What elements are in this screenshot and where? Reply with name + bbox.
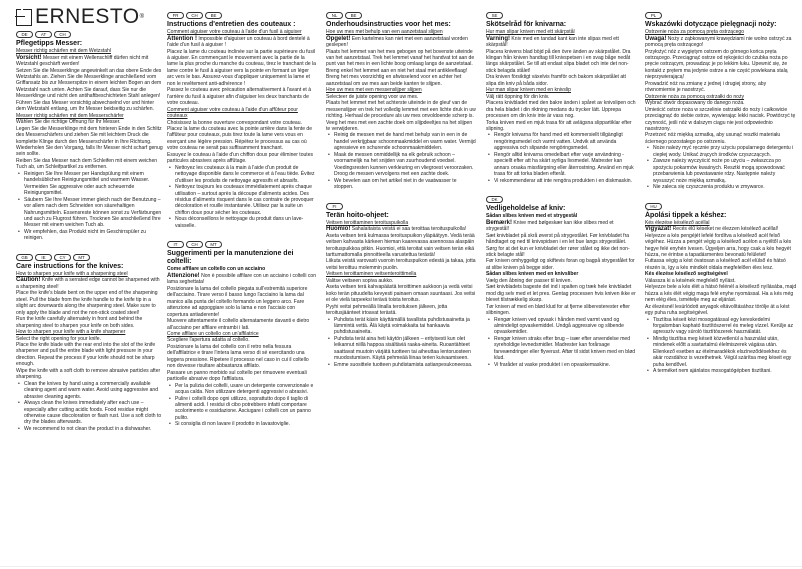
registered-mark: ® — [139, 14, 145, 20]
care-list — [167, 383, 317, 428]
country-badge: DE — [16, 31, 33, 38]
section-title: Ápolási tippek a késhez: — [645, 211, 727, 219]
section-title: Instructions d'entretien des couteaux : — [167, 21, 296, 29]
list-item: • Zawsze należy wyczyścić noże po użyciu – zwłaszcza po spożyciu pokarmów kwaśnych. Resztki mogą spowodować przebarwienia lub powstawanie rdzy. Następnie należy wysuszyć noże miękką szmatką. — [653, 158, 797, 184]
section-title: Vedligeholdelse af kniv: — [486, 205, 566, 213]
country-badges — [326, 12, 477, 19]
care-list — [326, 317, 477, 369]
paragraph: Select the right opening for your knife. — [16, 335, 102, 342]
warning-label: Caution! — [16, 277, 41, 284]
subheading-sharpener: Ostrzenie noża za pomocą ostrzałki do noży — [645, 93, 745, 100]
care-list — [167, 165, 317, 230]
section-nl — [326, 12, 477, 191]
warning-text: Knife with a serrated edge cannot be sharpened with a sharpening steel! — [16, 277, 160, 290]
list-item: • Puhdista terät käsin käyttämällä tavallista puhdistusainetta ja lämmintä vettä. Älä käytä voimakkaita tai hankaavia puhdistusaineita. — [334, 317, 477, 336]
subheading-steel: Comment aiguiser votre couteau à l'aide d'un fusil à aiguiser — [167, 29, 302, 36]
section-de — [16, 31, 163, 242]
care-list — [486, 132, 637, 184]
list-item: • Mindig tisztítsa meg késeit közvetlenül a használat után, mindenek előtt a savtartalmú élelmiszerek vágása után. Ellenkező esetben az ételmaradékok elszíneződésekhez és akár rozsdához is vezethetnek. Végül szárítsa meg késeit egy puha kendővel. — [653, 336, 797, 368]
subheading-steel: Hur man slipar kniven med ett skärpstål — [486, 29, 575, 36]
paragraph: Setzen Sie die Messerklinge angewinkelt an das obere Ende des Wetzstahls an. Ziehen Sie die Messerklinge anschließend vom Griffansatz bis zur Messerspitze in einem leichten Bogen an dem Wetzstahl nach unten. Achten Sie darauf, dass Sie nur die Messerklinge und nicht den antihaftbeschichteten Stahl anlegen! — [16, 67, 162, 100]
country-badges — [167, 241, 317, 248]
section-title: Terän hoito-ohjeet: — [326, 211, 389, 219]
paragraph: Breng het mes voorzichtig en afwisselend voor en achter het aanzetstaal om uw mes aan beide kanten te slijpen. — [326, 74, 462, 87]
column-1 — [16, 0, 163, 432]
warning-paragraph — [645, 36, 797, 49]
paragraph: Aseta veitsen terä kulmassa teroituspuikon yläpäätyyn. Vedä terää veitsen kahvasta kärkeen hieman kaarevassa asennossa alaspäin teroituspuikkoa pitkin. Huomioi, että teroitat vain veitsen terän eikä tarttumattomalla pinnoitteella varustettua terästä! — [326, 232, 475, 258]
country-badge: CH — [186, 241, 203, 248]
section-title: Skötselråd för knivarna: — [486, 21, 567, 29]
list-item: • Vi fraråder at vaske produktet i en opvaskemaskine. — [494, 362, 637, 368]
subheading-sharpener: Come affilare un coltello con un'affilatrice — [167, 330, 259, 337]
paragraph: Valitse veitseen sopiva aukko. — [326, 277, 394, 284]
section-se — [486, 12, 637, 184]
subheading-sharpener: Comment aiguiser votre couteau à l'aide d'un affûteur pour couteaux — [167, 106, 298, 120]
country-badge: HU — [645, 203, 662, 210]
paragraph: Futtassa végig a kést óvatosan a késélező acél elülső és hátsó részén is, így a kés mindkét oldala megfelelően éles lesz. — [645, 258, 786, 271]
paragraph: Vælg den åbning der passer til kniven. — [486, 277, 572, 284]
section-fi — [326, 203, 477, 369]
list-item: • Rengör knivarna för hand med ett kommersiellt tillgängligt rengöringsmedel och varmt vatten. Undvik att använda aggressiva och slipande rengöringsmedel. — [494, 132, 637, 151]
warning-paragraph — [645, 226, 797, 232]
list-item: • Clean the knives by hand using a commercially available cleaning agent and warm water. Avoid using aggressive and abrasive cleaning agents. — [24, 381, 163, 400]
care-list — [326, 132, 477, 190]
list-item: • Reinig de messen met de hand met behulp van in een in de handel verkrijgbaar schoonmaakmiddel en warm water. Vermijd agressieve en schurende schoonmaakmiddelen. — [334, 132, 477, 151]
list-item: • Nie zaleca się czyszczenia produktu w zmywarce. — [653, 184, 797, 190]
page-bottom-edge — [0, 566, 802, 567]
country-badges — [486, 12, 637, 19]
paragraph: Dra kniven försiktigt växelvis framför och bakom skärpstålet att slipa din kniv på båda sidor. — [486, 74, 626, 87]
country-badge: MT — [73, 254, 90, 261]
paragraph: Choisissez la bonne ouverture correspondant votre couteau. — [167, 119, 302, 126]
warning-label: Attention ! — [167, 35, 197, 42]
section-title: Wskazówki dotyczące pielęgnacji noży: — [645, 21, 777, 29]
country-badges — [16, 254, 163, 261]
paragraph: Sæt knivbladets bageste del ind i spalten og træk hele knivbladet mod dig selv med et let pres. Gentag processen hvis kniven ikke er blevet tilstrækkelig skarp. — [486, 284, 636, 304]
list-item: • We bevelen aan om het artikel niet in de vaatwasser te stoppen. — [334, 178, 477, 191]
country-badge: SE — [486, 12, 503, 19]
paragraph: Placez la lame du couteau avec la pointe arrière dans la fente de l'affûteur pour couteaux, puis tirez toute la lame vers vous en exerçant une légère pression. Répétez le processus au cas où votre couteau ne serait pas suffisamment tranchant. — [167, 126, 313, 152]
subheading-sharpener: Messer richtig schärfen mit dem Messerschärfer — [16, 112, 124, 119]
warning-label: Varning! — [486, 35, 511, 42]
warning-paragraph — [16, 277, 163, 290]
country-badge: IE — [35, 254, 52, 261]
country-badges — [16, 31, 163, 38]
column-4 — [486, 0, 637, 368]
paragraph: Aseta veitsen terä kahvapäästä teroittimen aukkoon ja vedä veitsi koko terän pituudelta kevyesti painaen omaan suuntaasi. Jos veitsi ei ole vielä tarpeeksi terävä toista teroitus. — [326, 284, 476, 304]
care-list — [486, 317, 637, 369]
paragraph: Place the knife blade with the rear end into the slot of the knife sharpener and pull the entire blade with light pressure in your direction. Repeat the process if your knife should not be sharp enough. — [16, 341, 156, 368]
country-badge: BE — [205, 12, 222, 19]
warning-text: Knive med bølgeskær kan ikke slibes med et strygestål! — [486, 219, 614, 233]
list-item: • Puhdista terät aina heti käytön jälkeen – erityisesti kun olet leikannut niillä happoa sisältäviä raaka-aineita. Ruoantähteet saattavat muutoin värjätä tuotteen tai aiheuttaa lentoruosteen muodostumisen. Käytä pehmeää liinaa terien kuivaamiseen. — [334, 336, 477, 362]
country-badge: GB — [16, 254, 33, 261]
section-it — [167, 241, 317, 428]
country-badge: IT — [167, 241, 184, 248]
paragraph: Torka kniven med en mjuk trasa för att avlägsna slippartiklar efter slipning. — [486, 119, 632, 132]
column-2 — [167, 0, 317, 428]
list-item: • Rengør kniven ved opvask i hånden med varmt vand og almindeligt opvaskemiddel. Undgå aggressive og slibende opvaskemidler. — [494, 317, 637, 336]
subheading-steel: Come affilare un coltello con un acciaino — [167, 266, 266, 273]
paragraph: Placera knivbladet med den bakre änden i spåret av knivslipen och dra hela bladet i din riktning medans du trycker lätt. Upprepa processen om din kniv inte är vass nog. — [486, 100, 636, 120]
paragraph: Válassza ki a késének megfelelő nyílást. — [645, 277, 736, 284]
column-5 — [645, 0, 797, 375]
subheading-steel: How to sharpen your knife with a sharpening steel — [16, 271, 128, 277]
ernesto-logo-icon — [16, 9, 32, 26]
paragraph: Helyezze bele a kés élét a hátsó felénél a késélező nyílásába, majd húzza a kés élét végig maga felé enyhe nyomással. Ha a kés még nem elég éles, ismételje meg az eljárást. — [645, 284, 797, 304]
country-badge: DK — [486, 196, 503, 203]
subheading-steel: Kés élezése késélező acéllal — [645, 219, 710, 226]
country-badges — [167, 12, 317, 19]
subheading-steel: Veitsen teroittaminen teroituspuikolla — [326, 219, 409, 226]
list-item: • Pulire i coltelli dopo ogni utilizzo, soprattutto dopo il taglio di alimenti acidi. I residui di cibo potrebbero infatti comportare scolorimento e ossidazione. Asciugare i coltelli con un panno pulito. — [175, 396, 317, 422]
list-item: • We recommend to not clean the product in a dishwasher. — [24, 426, 163, 432]
country-badges — [645, 203, 797, 210]
subheading-sharpener: Veitsen teroittaminen veitsenteroittimella — [326, 271, 417, 278]
paragraph: Før kniven omhyggeligt og skiftevis foran og bagpå strygestålet for at slibe kniven på begge sider. — [486, 258, 635, 271]
paragraph: Placera knivens blad böjd på den övre änden av skärpstålet. Dra klingan från kniven handtag till knivspetsen i en svag båge nedåt längs skärpstålet. Se till att endast slipa bladet och inte det non-stick belagda stålet! — [486, 48, 631, 74]
paragraph: Przyłożyć nóż z wygiętym ostrzem do górnego końca pręta ostrzącego. Przeciągnąć ostrze od rękojeści do czubka noża po pręcie ostrzącym, prowadząc je po lekkim łuku. Upewnić się, że kontakt z prętem ma jedynie ostrze a nie część powlekana stalą nieprzywierającą! — [645, 48, 788, 81]
list-item: • Säubern Sie Ihre Messer immer gleich nach der Benutzung – vor allem nach dem Schneiden von säurehaltigen Nahrungsmitteln. Essensreste können sonst zu Verfärbungen und auch zu Flugrost führen. Trocknen Sie anschließend Ihre Messer mit einem weichen Tuch ab. — [24, 197, 163, 229]
country-badges — [486, 196, 637, 203]
care-list — [645, 317, 797, 375]
country-badge: CY — [54, 254, 71, 261]
paragraph: Wählen Sie die richtige Öffnung für Ihr Messer. — [16, 119, 121, 126]
warning-text: Een kartelmes kan niet met een aanzetstaal worden geslepen! — [326, 35, 468, 49]
list-item: • Nettoyez les couteaux à la main à l'aide d'un produit de nettoyage disponible dans le commerce et à l'eau tiède. Évitez d'utiliser les produits de nettoyage agressifs et abrasifs. — [175, 165, 317, 184]
warning-label: Huomio! — [326, 226, 351, 233]
country-badges — [645, 12, 797, 19]
paragraph: Selecteer de juiste opening voor uw mes. — [326, 93, 419, 100]
warning-paragraph — [326, 36, 477, 49]
paragraph: Veeg het mes met een zachte doek om slijpdeeltjes na het slijpen te verwijderen. — [326, 119, 473, 132]
paragraph: Passare un panno morbido sul coltello per rimuovere eventuali particelle abrasive dopo l'affilatura. — [167, 369, 307, 383]
paragraph: Reiben Sie das Messer nach dem Schleifen mit einem weichen Tuch ab, um Schleifpartikel zu entfernen. — [16, 157, 158, 171]
list-item: • Vi rekommenderar att inte rengöra produkten i en diskmaskin. — [494, 178, 637, 184]
care-list — [16, 381, 163, 433]
section-pl — [645, 12, 797, 191]
country-badge: AT — [35, 31, 52, 38]
warning-paragraph — [16, 55, 163, 68]
paragraph: Placez la lame du couteau inclinée sur la partie supérieure du fusil à aiguiser. En commençant le mouvement avec la partie de la lame la plus proche du manche du couteau, tirez le tranchant de la lame contre le fusil à aiguiser vers la pointe en formant un léger arc vers le bas. Assurez-vous d'appliquer uniquement la lame et non le revêtement anti-adhérence ! — [167, 48, 316, 87]
subheading-steel: Hoe uw mes met behulp van een aanzetstaal slijpen — [326, 29, 443, 36]
paragraph: Prowadzić nóż na zmianę z jednej i drugiej strony, aby równomiernie je naostrzyć. — [645, 80, 767, 94]
paragraph: Pyyhi veitsi pehmeällä liinalla teroituksen jälkeen, jotta teroitusjäänteet irtoavat terästä. — [326, 303, 448, 317]
paragraph: Plaats het lemmet met het achterste uiteinde in de gleuf van de messenslijper en trek het volledig lemmet met een lichte druk in uw richting. Herhaal de procedure als uw mes onvoldoende scherp is. — [326, 100, 476, 120]
paragraph: Az élezésnél lesúrlódott anyagok eltávolításához törölje át a kést egy puha ruha segítségével. — [645, 303, 790, 317]
paragraph: Umieścić ostrze noża w szczelinie ostrzałki do noży i całkowicie przeciągnąć do siebie ostrze, wywierając lekki nacisk. Powtórzyć tę czynność, jeśli nóż w dalszym ciągu nie jest odpowiednio naostrzony. — [645, 106, 796, 132]
warning-paragraph — [486, 36, 637, 49]
subheading-sharpener: Hoe uw mes met een messenslijper slijpen — [326, 87, 422, 94]
list-item: • Rengør kniven straks efter brug – især efter anvendelse med syreholdige levnedsmidler. Madrester kan forårsage farveændringer eller flyverust. Aftør til sidst kniven med en blød klud. — [494, 336, 637, 362]
paragraph: Wybrać otwór dopasowany do danego noża. — [645, 100, 745, 107]
paragraph: Przetrzeć nóż miękką szmatką, aby usunąć resztki materiału ściernego pozostałego po ostrzeniu. — [645, 132, 781, 145]
list-item: • A terméket nem ajánlatos mosogatógépben tisztítani. — [653, 368, 797, 374]
subheading-steel: Messer richtig schärfen mit dem Wetzstahl — [16, 48, 111, 55]
country-badge: BE — [345, 12, 362, 19]
list-item: • Per la pulizia dei coltelli, usare un detergente convenzionale e acqua calda. Non utilizzare detergenti aggressivi o abrasivi. — [175, 383, 317, 396]
warning-paragraph — [167, 36, 317, 49]
section-en — [16, 254, 163, 433]
subheading-sharpener: Hur man slipar kniven med en knivslip — [486, 87, 571, 94]
list-item: • Noże należy myć ręcznie przy użyciu popularnego detergentu i ciepłej wody. Unikać żrących środków czyszczących. — [653, 145, 797, 158]
list-item: • Wir empfehlen, das Produkt nicht im Geschirrspüler zu reinigen. — [24, 229, 163, 242]
warning-label: Vigyázat! — [645, 226, 672, 233]
care-list — [16, 171, 163, 242]
warning-text: Impossible d'aiguiser un couteau à bord dentelé à l'aide d'un fusil à aiguiser ! — [167, 35, 310, 49]
subheading-sharpener: How to sharpen your knife with a knife sharpener — [16, 329, 126, 336]
warning-text: Sahalaitaista veistä ei saa teroittaa teroituspuikolla! — [350, 226, 467, 233]
list-item: • Emme suosittele tuotteen puhdistamista astianpesukoneessa. — [334, 362, 477, 368]
country-badge: NL — [326, 12, 343, 19]
brand-name: ERNESTO — [35, 5, 140, 28]
warning-text: Non è possibile affilare con un acciaino i coltelli con lama seghettata! — [167, 272, 317, 286]
column-3 — [326, 0, 477, 368]
country-badge: FI — [326, 203, 343, 210]
list-item: • Nettoyez toujours les couteaux immédiatement après chaque utilisation – surtout après la découpe d'aliments acides. Des résidus d'aliments risquent dans le cas contraire de provoquer décoloration et rouille instantanée. Utilisez par la suite un chiffon doux pour sécher les couteaux. — [175, 184, 317, 216]
paragraph: Essuyez le couteau à l'aide d'un chiffon doux pour éliminer toutes particules abrasives après affûtage. — [167, 151, 314, 165]
warning-paragraph — [326, 226, 477, 232]
list-item: • Maak de messen onmiddellijk na elk gebruik schoon – voornamelijk na het snijden van zuurhoudend voedsel. Voedingsresten kunnen verkleuring en vliegroest veroorzaken. Droog de messen vervolgens met een zachte doek. — [334, 152, 477, 178]
paragraph: Plaats het lemmet van het mes gebogen op het bovenste uiteinde van het aanzetstaal. Trek het lemmet vanaf het handvat tot aan de punt van het mes in een lichte boog omlaag langs de aanzetstaal. Breng enkel het lemmet aan en niet het staal met antikleeflaag! — [326, 48, 475, 74]
warning-label: Opgelet! — [326, 35, 351, 42]
warning-text: Kniv med en tandad kant kan inte slipas med ett skärpstål! — [486, 35, 619, 49]
paragraph: Liikuta veistä varovasti vuoroin teroituspuikon edestä ja takaa, jotta veitsi teroittuu molemmin puolin. — [326, 258, 476, 271]
paragraph: Välj rätt öppning för din kniv. — [486, 93, 550, 100]
paragraph: Scegliere l'apertura adatta al coltello. — [167, 337, 250, 344]
section-title: Pflegetipps Messer: — [16, 40, 83, 48]
paragraph: Führen Sie das Messer vorsichtig abwechselnd vor und hinter dem Wetzstahl entlang, um Ihr Messer beidseitig zu schärfen. — [16, 99, 155, 113]
warning-paragraph — [486, 220, 637, 233]
warning-paragraph — [167, 273, 317, 286]
paragraph: Tør kniven af med en blød klud for at fjerne sliberesterester efter slibningen. — [486, 303, 630, 317]
country-badge: FR — [167, 12, 184, 19]
warning-text: Messer mit einem Wellenschliff dürfen nicht mit Wetzstahl geschärft werden! — [16, 54, 149, 68]
country-badge: CH — [54, 31, 71, 38]
paragraph: Wipe the knife with a soft cloth to remove abrasive particles after sharpening. — [16, 367, 161, 381]
brand-logo — [16, 6, 163, 28]
paragraph: Posizionare la lama del coltello con il retro nella fessura dell'affilatrice e tirare l'intera lama verso di sé esercitando una leggera pressione. Ripetere il processo nel caso in cui il coltello non dovesse risultare abbastanza affilato. — [167, 343, 309, 370]
warning-label: Attenzione! — [167, 272, 200, 279]
paragraph: Run the knife carefully alternately in front and behind the sharpening steel to sharpen your knife on both sides. — [16, 316, 143, 329]
paragraph: Posizionare la lama del coltello piegata sull'estremità superiore dell'acciaino. Tirare verso il basso lungo l'acciaino la lama dal manico alla punta del coltello formando un leggero arco. Fare attenzione ad appoggiare solo la lama e non l'acciaio con copertura antiaderente! — [167, 285, 308, 318]
paragraph: Place the knife's blade bent on the upper end of the sharpening steel. Pull the blade from the knife handle to the knife tip in a slight arc downwards along the sharpening steel. Make sure to only apply the blade and not the non-stick coated steel! — [16, 290, 158, 316]
list-item: • Always clean the knives immediately after each use – especially after cutting acidic foods. Food residue might otherwise cause discoloration or flash rust. Use a soft cloth to dry the blades afterwards. — [24, 400, 163, 426]
section-fr — [167, 12, 317, 229]
country-badge: PL — [645, 12, 662, 19]
care-list — [645, 145, 797, 190]
warning-label: Uwaga! — [645, 35, 667, 42]
paragraph: Sæt knivbladet på skrå øverst på strygestålet. Før knivbladet fra håndtaget og ned til knivspidsen i en let bue langs strygestålet. Sørg for at det kun er knivbladet der rører stålet og ikke det non-stick belagte stål! — [486, 232, 630, 258]
list-item: • Rengör alltid knivarna omedelbart efter varje användning - speciellt efter att ha skärt syrliga livsmedel. Matrester kan annars orsaka missfärgning eller återrostning. Använd en mjuk trasa för att torka bladen efteråt. — [494, 152, 637, 178]
subheading-sharpener: Sådan slibes kniven med en knivsliber — [486, 271, 579, 278]
warning-text: Recés élű késeket ne élezzen késélező acéllal! — [671, 226, 779, 233]
section-title: Suggerimenti per la manutenzione dei coltelli: — [167, 250, 294, 266]
country-badge: MT — [205, 241, 222, 248]
paragraph: Passez le couteau avec précaution alternativement à l'avant et à l'arrière du fusil à aiguiser afin d'aiguiser les deux tranchants de votre couteau. — [167, 87, 312, 107]
subheading-steel: Sådan slibes kniven med et strygestål — [486, 213, 578, 220]
paragraph: Muovere attentamente il coltello alternatamente davanti e dietro all'acciaino per affilare entrambi i lati. — [167, 318, 310, 331]
list-item: • Tisztítsa késeit kézi mosogatással egy kereskedelmi forgalomban kapható tisztítószerrel és meleg vízzel. Kerülje az agresszív vagy súroló tisztítószerek használatát. — [653, 317, 797, 336]
section-hu — [645, 203, 797, 375]
warning-text: Noży z ząbkowanymi krawędziami nie wolno ostrzyć za pomocą pręta ostrzącego! — [645, 35, 792, 49]
list-item: • Reinigen Sie Ihre Messer per Handspülung mit einem handelsüblichen Reinigungsmittel und warmem Wasser. Vermeiden Sie aggressive oder auch scheuernde Reinigungsmittel. — [24, 171, 163, 197]
subheading-sharpener: Kés élezése késélező segítségével — [645, 271, 728, 278]
paragraph: Helyezze a kés pengéjét lefelé fordítva a késélező acél felső végéhez. Húzza a pengét végig a késélező acélon a nyéltől a kés hegye felé enyhén ívesen. Ügyeljen arra, hogy csak a kés hegyét húzza, ne érintse a tapadásmentes bevonatú felületet! — [645, 232, 792, 258]
subheading-steel: Ostrzenie noża za pomocą pręta ostrzącego — [645, 29, 745, 36]
country-badges — [326, 203, 477, 210]
section-title: Care instructions for the knives: — [16, 263, 124, 270]
section-title: Onderhoudsinstructies voor het mes: — [326, 21, 451, 29]
list-item: • Si consiglia di non lavare il prodotto in lavastoviglie. — [175, 421, 317, 427]
country-badge: CH — [186, 12, 203, 19]
warning-label: Bemærk! — [486, 219, 513, 226]
warning-label: Vorsicht! — [16, 54, 42, 61]
section-dk — [486, 196, 637, 368]
paragraph: Legen Sie die Messerklinge mit dem hinteren Ende in den Schlitz des Messerschärfers und ziehen Sie mit leichtem Druck die komplette Klinge durch den Messerschärfer in Ihre Richtung. Wiederholen Sie den Vorgang, falls Ihr Messer nicht scharf genug sein sollte. — [16, 125, 163, 158]
list-item: • Nous déconseillons le nettoyage du produit dans un lave-vaisselle. — [175, 216, 317, 229]
